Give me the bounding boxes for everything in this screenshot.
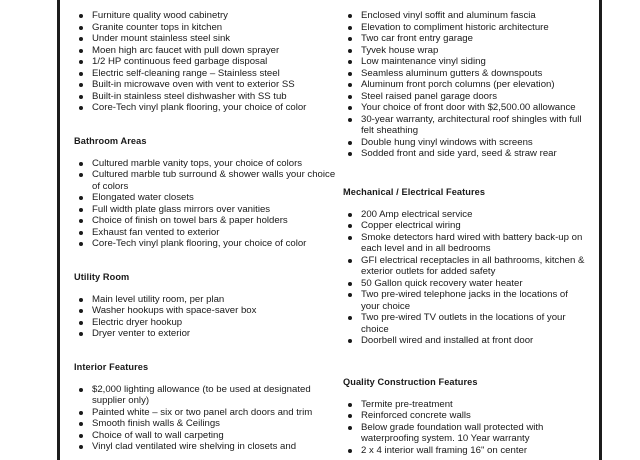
list-item: Core-Tech vinyl plank flooring, your choice of color — [74, 102, 336, 114]
list-item: Elongated water closets — [74, 192, 336, 204]
mechanical-section — [343, 187, 585, 347]
list-item: Washer hookups with space-saver box — [74, 305, 336, 317]
list-item: 30-year warranty, architectural roof shingles with full felt sheathing — [343, 114, 585, 137]
list-item: Exhaust fan vented to exterior — [74, 227, 336, 239]
list-item: Two car front entry garage — [343, 33, 585, 45]
list-item: GFI electrical receptacles in all bathrooms, kitchen & exterior outlets for added safety — [343, 255, 585, 278]
list-item: Your choice of front door with $2,500.00 allowance — [343, 102, 585, 114]
list-item: Below grade foundation wall protected with waterproofing system. 10 Year warranty — [343, 422, 585, 445]
section-heading: Interior Features — [74, 362, 149, 372]
list-item: Cultured marble vanity tops, your choice of colors — [74, 158, 336, 170]
list-item: Choice of wall to wall carpeting — [74, 430, 336, 442]
list-item: Smoke detectors hard wired with battery back-up on each level and in all bedrooms — [343, 232, 585, 255]
list-item: Reinforced concrete walls — [343, 410, 585, 422]
list-item: 50 Gallon quick recovery water heater — [343, 278, 585, 290]
interior-list — [74, 384, 336, 453]
section-heading: Mechanical / Electrical Features — [343, 187, 486, 197]
list-item: Core-Tech vinyl plank flooring, your choice of color — [74, 238, 336, 250]
list-item: Furniture quality wood cabinetry — [74, 10, 336, 22]
section-heading: Utility Room — [74, 272, 130, 282]
list-item: Elevation to compliment historic architecture — [343, 22, 585, 34]
exterior-list — [343, 10, 585, 160]
quality-section — [343, 377, 585, 456]
list-item: Electric self-cleaning range – Stainless steel — [74, 68, 336, 80]
list-item: Cultured marble tub surround & shower walls your choice of colors — [74, 169, 336, 192]
list-item: Choice of finish on towel bars & paper holders — [74, 215, 336, 227]
list-item: 1/2 HP continuous feed garbage disposal — [74, 56, 336, 68]
list-item: Seamless aluminum gutters & downspouts — [343, 68, 585, 80]
bathroom-section — [74, 136, 336, 250]
list-item: Two pre-wired TV outlets in the locations of your choice — [343, 312, 585, 335]
list-item: Steel raised panel garage doors — [343, 91, 585, 103]
list-item: 200 Amp electrical service — [343, 209, 585, 221]
mechanical-list — [343, 209, 585, 347]
list-item: $2,000 lighting allowance (to be used at designated supplier only) — [74, 384, 336, 407]
list-item: Aluminum front porch columns (per elevation) — [343, 79, 585, 91]
page-frame-left-border — [57, 0, 60, 460]
list-item: Double hung vinyl windows with screens — [343, 137, 585, 149]
list-item: Tyvek house wrap — [343, 45, 585, 57]
bathroom-list — [74, 158, 336, 250]
list-item: Built-in stainless steel dishwasher with SS tub — [74, 91, 336, 103]
list-item: Full width plate glass mirrors over vanities — [74, 204, 336, 216]
list-item: Doorbell wired and installed at front door — [343, 335, 585, 347]
list-item: Moen high arc faucet with pull down sprayer — [74, 45, 336, 57]
list-item: Built-in microwave oven with vent to exterior SS — [74, 79, 336, 91]
list-item: Main level utility room, per plan — [74, 294, 336, 306]
list-item: Granite counter tops in kitchen — [74, 22, 336, 34]
section-heading: Bathroom Areas — [74, 136, 147, 146]
list-item: Termite pre-treatment — [343, 399, 585, 411]
kitchen-section — [74, 10, 336, 114]
list-item: Enclosed vinyl soffit and aluminum fascia — [343, 10, 585, 22]
list-item: Dryer venter to exterior — [74, 328, 336, 340]
list-item: Smooth finish walls & Ceilings — [74, 418, 336, 430]
utility-section — [74, 272, 336, 340]
list-item: Sodded front and side yard, seed & straw rear — [343, 148, 585, 160]
quality-list — [343, 399, 585, 457]
list-item: Two pre-wired telephone jacks in the locations of your choice — [343, 289, 585, 312]
list-item: Vinyl clad ventilated wire shelving in closets and — [74, 441, 336, 453]
kitchen-list — [74, 10, 336, 114]
list-item: Painted white – six or two panel arch doors and trim — [74, 407, 336, 419]
list-item: Copper electrical wiring — [343, 220, 585, 232]
exterior-section — [343, 10, 585, 160]
list-item: Electric dryer hookup — [74, 317, 336, 329]
section-heading: Quality Construction Features — [343, 377, 478, 387]
utility-list — [74, 294, 336, 340]
list-item: Low maintenance vinyl siding — [343, 56, 585, 68]
list-item: 2 x 4 interior wall framing 16" on center — [343, 445, 585, 457]
list-item: Under mount stainless steel sink — [74, 33, 336, 45]
interior-section — [74, 362, 336, 453]
page-frame-right-border — [599, 0, 602, 460]
